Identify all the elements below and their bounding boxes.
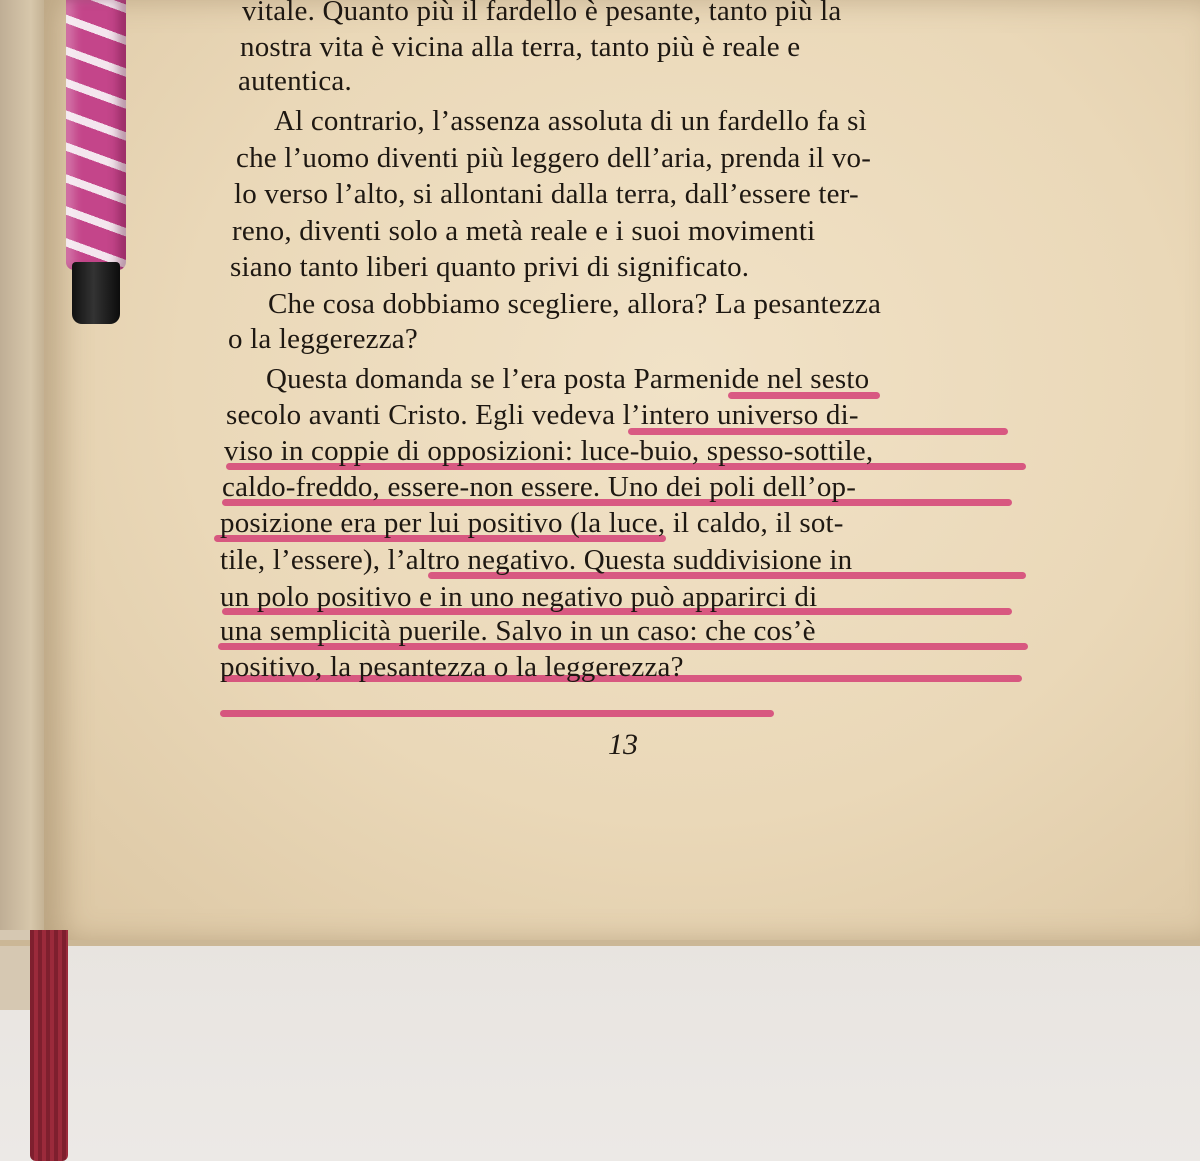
text-line: o la leggerezza? [228,323,418,355]
text-line: che l’uomo diventi più leggero dell’aria, prenda il vo- [236,142,872,174]
text-line: Che cosa dobbiamo scegliere, allora? La pesantezza [268,288,882,320]
text-line: nostra vita è vicina alla terra, tanto più è reale e [240,31,801,63]
text-line: vitale. Quanto più il fardello è pesante, tanto più la [242,0,842,27]
highlight-mark [220,710,774,717]
text-line: siano tanto liberi quanto privi di significato. [230,251,750,283]
text-line: lo verso l’alto, si allontani dalla terra, dall’essere ter- [234,178,859,210]
text-line: tile, l’essere), l’altro negativo. Questa suddivisione in [220,544,853,576]
text-line: un polo positivo e in uno negativo può apparirci di [220,581,818,613]
text-line: viso in coppie di opposizioni: luce-buio, spesso-sottile, [224,435,874,467]
bookmark-ribbon [30,930,68,1161]
page-bottom-edge [0,940,1200,946]
text-line: Questa domanda se l’era posta Parmenide nel sesto [266,363,870,395]
text-line: Al contrario, l’assenza assoluta di un fardello fa sì [274,105,867,137]
text-line: positivo, la pesantezza o la leggerezza? [220,651,684,683]
text-line: una semplicità puerile. Salvo in un caso: che cos’è [220,615,816,647]
text-line: posizione era per lui positivo (la luce, il caldo, il sot- [220,507,844,539]
text-line: reno, diventi solo a metà reale e i suoi movimenti [232,215,816,247]
text-line: secolo avanti Cristo. Egli vedeva l’intero universo di- [226,399,859,431]
page-number: 13 [608,728,638,761]
text-line: caldo-freddo, essere-non essere. Uno dei poli dell’op- [222,471,857,503]
text-line: autentica. [238,65,352,97]
